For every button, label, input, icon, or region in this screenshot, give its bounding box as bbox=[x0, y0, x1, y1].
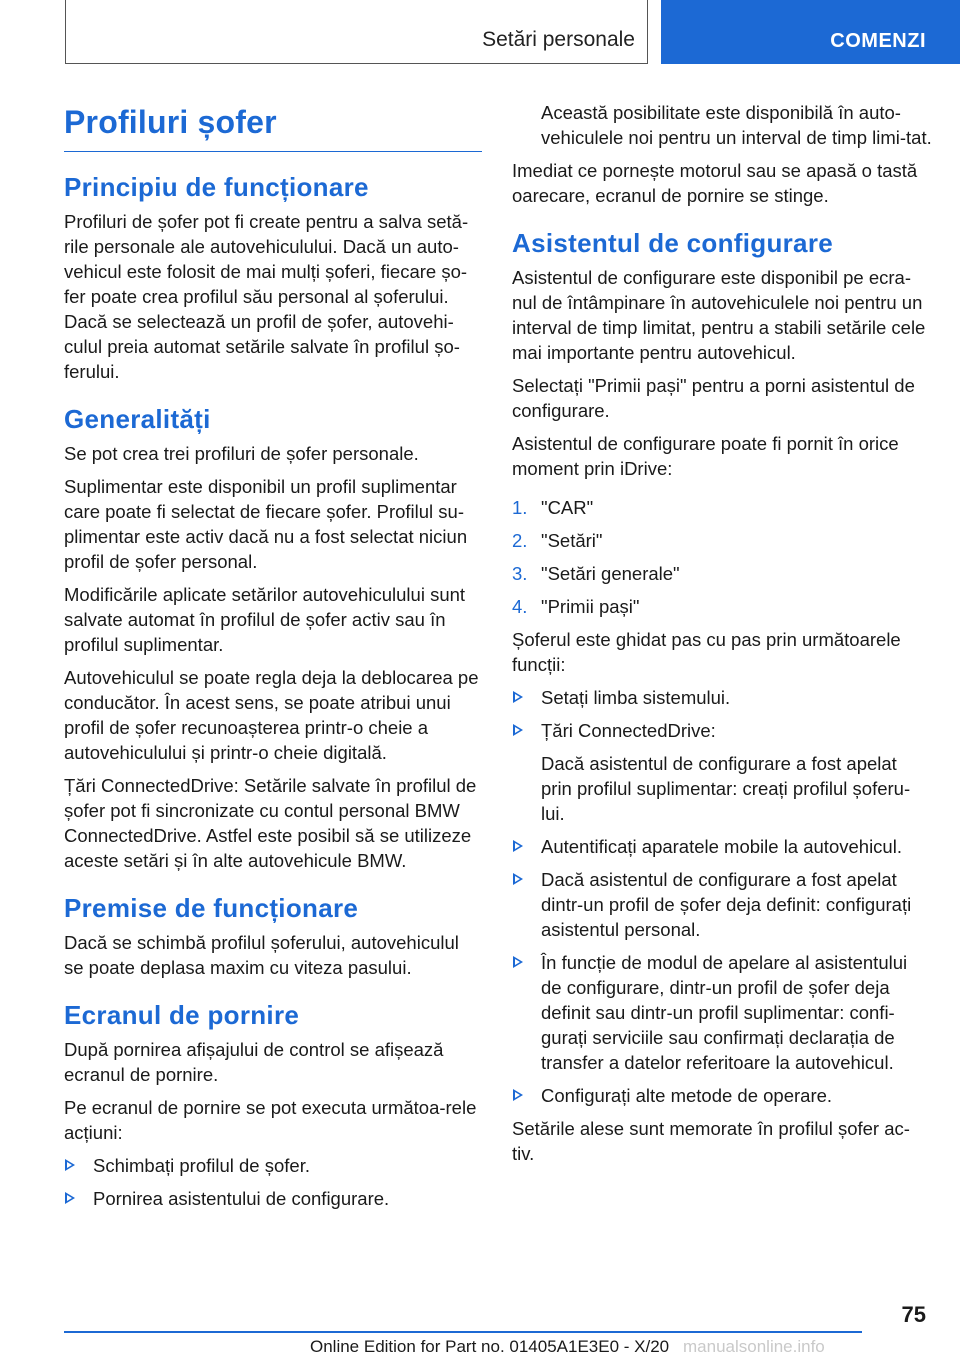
list-item: Pornirea asistentului de configurare. bbox=[64, 1186, 482, 1211]
paragraph: Dacă se schimbă profilul șoferului, autovehiculul se poate deplasa maxim cu viteza pasului. bbox=[64, 932, 459, 978]
triangle-bullet-icon bbox=[513, 724, 523, 736]
paragraph: Modificările aplicate setărilor autovehiculului sunt salvate automat în profilul de șofer activ sau în profilul suplimentar. bbox=[64, 584, 466, 655]
paragraph: Se pot crea trei profiluri de șofer personale. bbox=[64, 443, 419, 464]
paragraph: Țări ConnectedDrive: Setările salvate în profilul de șofer pot fi sincronizate cu contul personal BMW ConnectedDrive. Astfel este posibil să se utilizeze aceste setări și în alte autovehicule BMW. bbox=[64, 775, 477, 871]
paragraph: Imediat ce pornește motorul sau se apasă o tastă oarecare, ecranul de pornire se stinge. bbox=[512, 160, 918, 206]
list-item: 2. "Setări" bbox=[512, 530, 603, 551]
page-title: Profiluri șofer bbox=[64, 104, 482, 152]
watermark-site: manualsonline.info bbox=[683, 1337, 825, 1356]
list-item: Schimbați profilul de șofer. bbox=[64, 1153, 482, 1178]
chapter-tab[interactable] bbox=[661, 0, 960, 64]
paragraph: Asistentul de configurare este disponibil pe ecra-nul de întâmpinare în autovehiculele noi pentru un interval de timp limitat, pentru a stabili setările cele mai importante pentru autovehicul. bbox=[512, 267, 926, 363]
list-item: În funcție de modul de apelare al asistentului de configurare, dintr-un profil de șofer deja definit sau dintr-un profil suplimentar: confi-gurați serviciile sau confirmați declarația de transfer a datelor referitoare la autovehicul. bbox=[512, 950, 932, 1075]
paragraph: Setările alese sunt memorate în profilul șofer ac-tiv. bbox=[512, 1118, 910, 1164]
heading-asistent: Asistentul de configurare bbox=[512, 228, 833, 258]
triangle-bullet-icon bbox=[513, 873, 523, 885]
paragraph: Pe ecranul de pornire se pot executa următoa-rele acțiuni: bbox=[64, 1097, 477, 1143]
list-item: 3. "Setări generale" bbox=[512, 563, 680, 584]
paragraph: Această posibilitate este disponibilă în auto-vehiculele noi pentru un interval de timp limi-tat. bbox=[541, 102, 932, 148]
footer-divider bbox=[64, 1331, 862, 1333]
triangle-bullet-icon bbox=[513, 840, 523, 852]
paragraph: Șoferul este ghidat pas cu pas prin următoarele funcții: bbox=[512, 629, 901, 675]
heading-principiu: Principiu de funcționare bbox=[64, 172, 369, 202]
left-column bbox=[64, 100, 482, 1219]
steps-list bbox=[512, 495, 932, 619]
paragraph: După pornirea afișajului de control se afișează ecranul de pornire. bbox=[64, 1039, 444, 1085]
actions-list bbox=[64, 1153, 482, 1211]
page-header bbox=[0, 0, 960, 66]
heading-ecran: Ecranul de pornire bbox=[64, 1000, 300, 1030]
paragraph: Autovehiculul se poate regla deja la deblocarea pe conducător. În acest sens, se poate atribui unui profil de șofer recunoașterea printr-o cheie a autovehiculului și printr-o cheie digitală. bbox=[64, 667, 479, 763]
functions-list bbox=[512, 685, 932, 1108]
right-column bbox=[512, 100, 932, 1174]
triangle-bullet-icon bbox=[513, 956, 523, 968]
list-item: Dacă asistentul de configurare a fost apelat dintr-un profil de șofer deja definit: configurați asistentul personal. bbox=[512, 867, 932, 942]
list-item: Țări ConnectedDrive: Dacă asistentul de configurare a fost apelat prin profilul suplimentar: creați profilul șoferu-lui. bbox=[512, 718, 932, 826]
heading-premise: Premise de funcționare bbox=[64, 893, 359, 923]
triangle-bullet-icon bbox=[65, 1192, 75, 1204]
chapter-title: COMENZI bbox=[830, 30, 926, 52]
list-item: 4. "Primii pași" bbox=[512, 596, 640, 617]
edition-text: Online Edition for Part no. 01405A1E3E0 - X/20 bbox=[310, 1337, 670, 1356]
list-item: Autentificați aparatele mobile la autovehicul. bbox=[512, 834, 932, 859]
paragraph: Selectați "Primii pași" pentru a porni asistentul de configurare. bbox=[512, 375, 915, 421]
triangle-bullet-icon bbox=[65, 1159, 75, 1171]
paragraph: Profiluri de șofer pot fi create pentru a salva setă-rile personale ale autovehiculului. Dacă un auto-vehicul este folosit de mai mulți șoferi, fiecare șo-fer poate crea profilul său personal al șoferului. Dacă se selectează un profil de șofer, autovehi-culul preia automat setările salvate în profilul șo-ferului. bbox=[64, 211, 469, 382]
triangle-bullet-icon bbox=[513, 1089, 523, 1101]
list-item-subtext: Dacă asistentul de configurare a fost apelat prin profilul suplimentar: creați profilul șoferu-lui. bbox=[541, 753, 911, 824]
paragraph: Suplimentar este disponibil un profil suplimentar care poate fi selectat de fiecare șofer. Profilul su-plimentar este activ dacă nu a fost selectat niciun profil de șofer personal. bbox=[64, 476, 468, 572]
heading-generalitati: Generalități bbox=[64, 404, 211, 434]
section-tab bbox=[65, 0, 648, 64]
list-item: Setați limba sistemului. bbox=[512, 685, 932, 710]
section-title: Setări personale bbox=[482, 28, 635, 51]
list-item: Configurați alte metode de operare. bbox=[512, 1083, 932, 1108]
page-number: 75 bbox=[901, 1302, 926, 1327]
triangle-bullet-icon bbox=[513, 691, 523, 703]
paragraph: Asistentul de configurare poate fi pornit în orice moment prin iDrive: bbox=[512, 433, 899, 479]
list-item: 1. "CAR" bbox=[512, 497, 594, 518]
